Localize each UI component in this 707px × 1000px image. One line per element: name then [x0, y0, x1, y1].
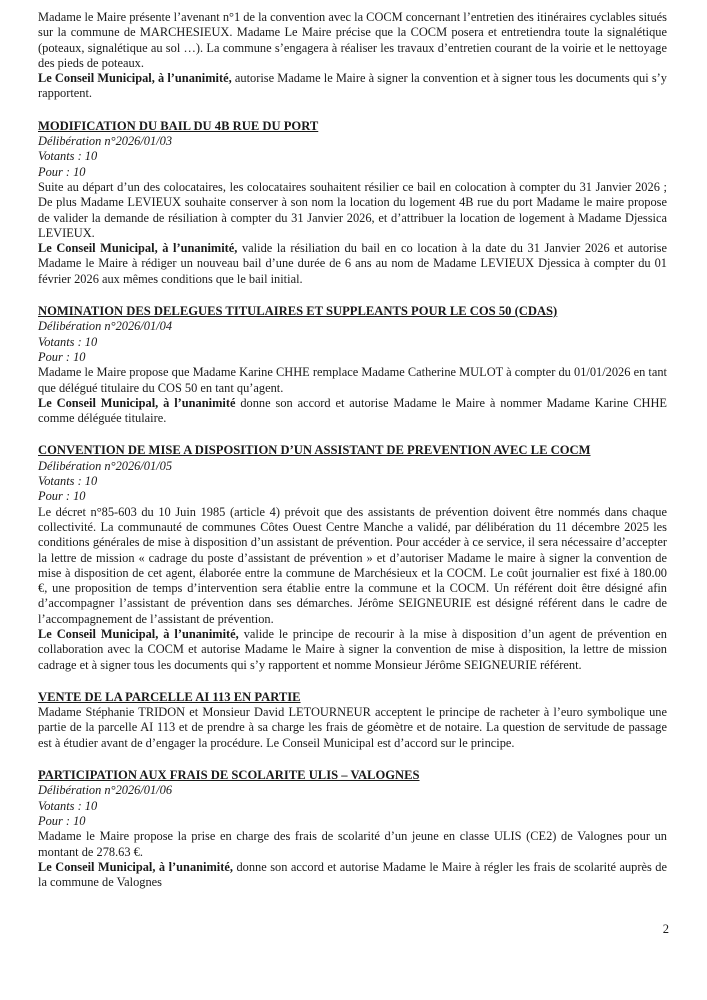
- pour: Pour : 10: [38, 349, 86, 364]
- votants: Votants : 10: [38, 474, 98, 489]
- decision-text: donne son accord et autorise Madame le Maire à nommer Madame Karine CHHE comme déléguée titulaire.: [38, 395, 667, 426]
- section-decision: [38, 627, 667, 673]
- decision-text: valide la résiliation du bail en co location à la date du 31 Janvier 2026 et autorise Madame le Maire à rédiger un nouveau bail d’une durée de 6 ans au nom de Madame LEVIEUX Djessica à compter du 01 février 2026 aux mêmes conditions que le bail initial.: [38, 241, 667, 286]
- section-body: Madame le Maire propose que Madame Karine CHHE remplace Madame Catherine MULOT à compter du 01/01/2026 en tant que délégué titulaire du COS 50 en tant qu’agent.: [38, 365, 667, 395]
- section-body: Madame Stéphanie TRIDON et Monsieur David LETOURNEUR acceptent le principe de racheter à l’euro symbolique une partie de la parcelle AI 113 et de prendre à sa charge les frais de géomètre et de notaire. La question de servitude de passage est à étudier avant de d’engager la procédure. Le Conseil Municipal est d’accord sur le principe.: [38, 705, 667, 750]
- votants: Votants : 10: [38, 334, 98, 349]
- deliberation-number: Délibération n°2026/01/06: [38, 783, 173, 798]
- deliberation-number: Délibération n°2026/01/03: [38, 134, 173, 149]
- section-title: NOMINATION DES DELEGUES TITULAIRES ET SUPPLEANTS POUR LE COS 50 (CDAS): [38, 304, 558, 319]
- section-vente-parcelle: [38, 690, 667, 751]
- votants: Votants : 10: [38, 149, 98, 164]
- section-decision: [38, 241, 667, 287]
- decision-text: valide le principe de recourir à la mise à disposition d’un agent de prévention en collaboration avec la COCM et autorise Madame le Maire à signer la convention de mise à disposition, la lettre de mission cadrage et à signer tous les documents qui s’y rapportent et nomme Monsieur Jérôme SEIGNEURIE référent.: [38, 626, 668, 672]
- decision-text: donne son accord et autorise Madame le Maire à régler les frais de scolarité auprès de la commune de Valognes: [38, 859, 667, 890]
- section-bail: [38, 119, 667, 287]
- section-title: MODIFICATION DU BAIL DU 4B RUE DU PORT: [38, 118, 319, 133]
- section-nomination: [38, 304, 667, 426]
- deliberation-number: Délibération n°2026/01/04: [38, 319, 173, 334]
- section-frais-scolarite: [38, 768, 667, 890]
- section-convention-prevention: [38, 443, 667, 672]
- intro-text: Madame le Maire présente l’avenant n°1 de la convention avec la COCM concernant l’entretien des itinéraires cyclables situés sur la commune de MARCHESIEUX. Madame Le Maire précise que la COCM posera et entretiendra toute la signalétique (poteaux, signalétique au sol …). La commune s’engagera à réaliser les travaux d’entretien courant de la voirie et le nettoyage des pieds de poteaux.: [38, 10, 667, 70]
- section-body: Madame le Maire propose la prise en charge des frais de scolarité d’un jeune en classe ULIS (CE2) de Valognes pour un montant de 278.63 €.: [38, 829, 667, 859]
- decision-lead: Le Conseil Municipal, à l’unanimité,: [38, 71, 232, 86]
- pour: Pour : 10: [38, 489, 86, 504]
- votants: Votants : 10: [38, 798, 98, 813]
- decision-text: autorise Madame le Maire à signer la convention et à signer tous les documents qui s’y rapportent.: [38, 71, 667, 101]
- intro-block: [38, 10, 667, 102]
- page-number: 2: [662, 922, 669, 936]
- section-body: Suite au départ d’un des colocataires, les colocataires souhaitent résilier ce bail en colocation à compter du 31 Janvier 2026 ; De plus Madame LEVIEUX souhaite conserver à son nom la location du logement 4B rue du port Madame le maire propose de valider la demande de résiliation à compter du 31 Janvier 2026, et d’attribuer la location de logement à Madame Djessica LEVIEUX.: [38, 179, 667, 240]
- section-title: PARTICIPATION AUX FRAIS DE SCOLARITE ULIS – VALOGNES: [38, 768, 420, 783]
- deliberation-number: Délibération n°2026/01/05: [38, 458, 173, 473]
- pour: Pour : 10: [38, 164, 86, 179]
- decision-lead: Le Conseil Municipal, à l’unanimité,: [38, 241, 238, 256]
- pour: Pour : 10: [38, 813, 86, 828]
- section-decision: [38, 396, 667, 427]
- decision-lead: Le Conseil Municipal, à l’unanimité,: [38, 859, 233, 874]
- section-decision: [38, 860, 667, 891]
- section-body: Le décret n°85-603 du 10 Juin 1985 (article 4) prévoit que des assistants de prévention doivent être nommés dans chaque collectivité. La communauté de communes Côtes Ouest Centre Manche a validé, par délibération du 11 décembre 2025 les conditions générales de mise à disposition d’un assistant de prévention. Pour accéder à ce service, il sera nécessaire d’accepter la lettre de mission « cadrage du poste d’assistant de prévention » et d’autoriser Madame le maire à signer la convention de mise à disposition de cet agent, élaborée entre la commune de Marchésieux et la COCM. Le coût journalier est fixé à 180.00 €, une proposition de temps d’intervention sera établie entre la commune et la COCM. Un référent doit être désigné afin d’accompagner l’assistant de prévention dans ses démarches. Jérôme SEIGNEURIE est désigné référent dans le cadre de l’accompagnement de l’assistant de prévention.: [38, 504, 667, 626]
- section-title: CONVENTION DE MISE A DISPOSITION D’UN ASSISTANT DE PREVENTION AVEC LE COCM: [38, 443, 591, 458]
- section-title: VENTE DE LA PARCELLE AI 113 EN PARTIE: [38, 689, 301, 704]
- decision-lead: Le Conseil Municipal, à l’unanimité: [38, 395, 236, 410]
- decision-lead: Le Conseil Municipal, à l’unanimité,: [38, 626, 239, 641]
- intro-decision: [38, 71, 667, 102]
